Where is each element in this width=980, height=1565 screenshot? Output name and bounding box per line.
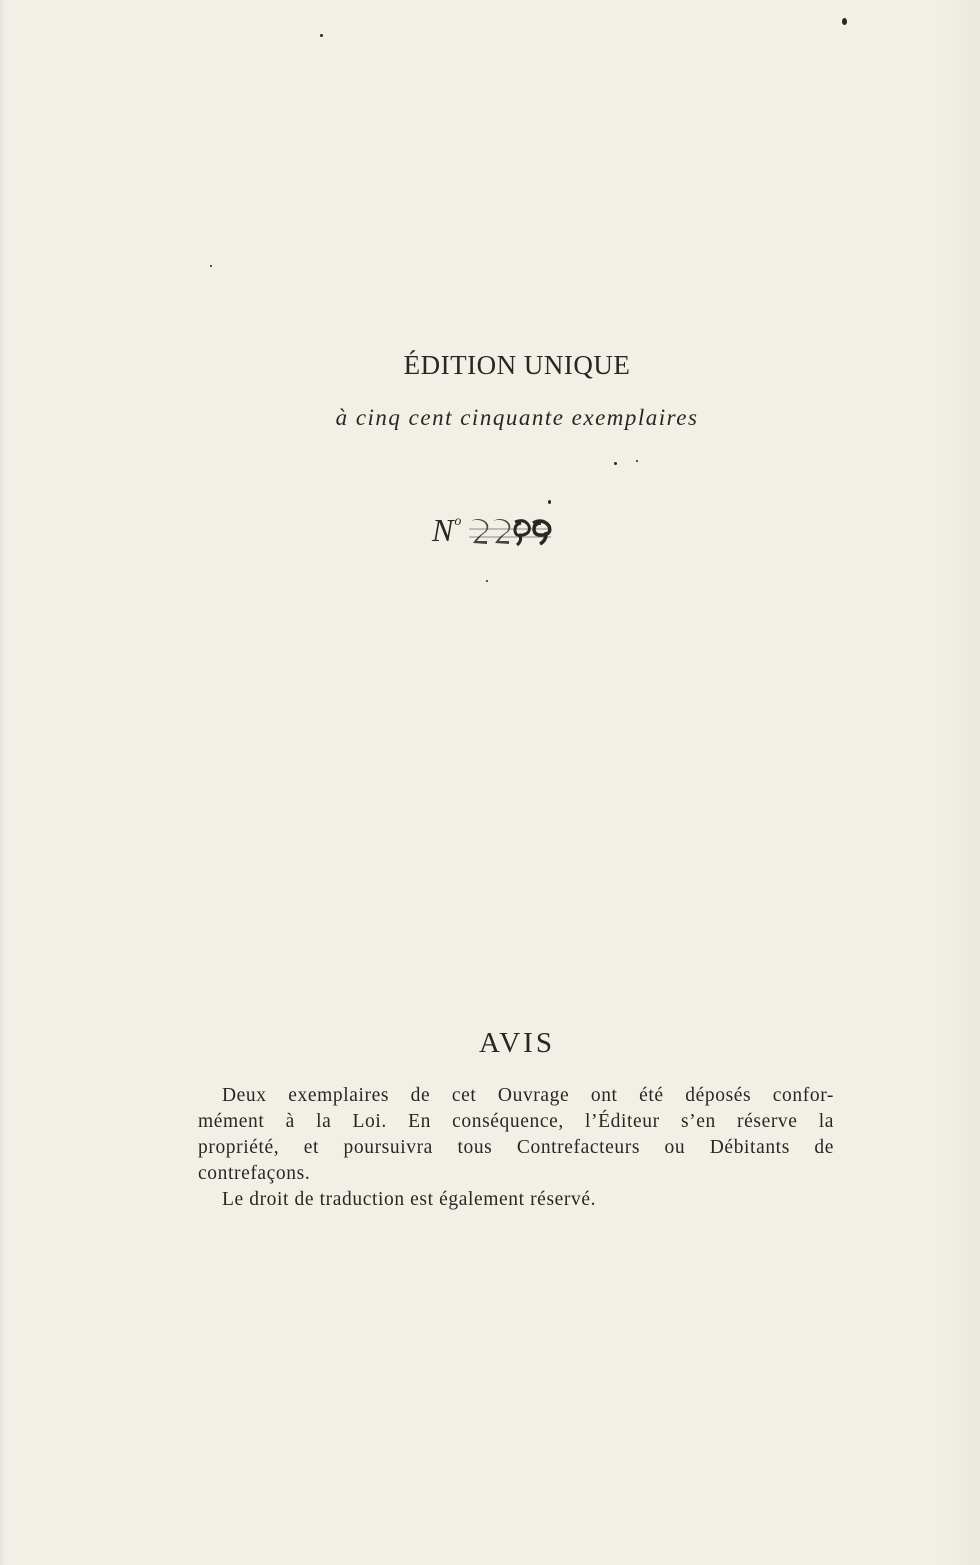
ink-speck [320,34,323,37]
ink-speck [636,460,638,462]
notice-paragraph [198,1187,834,1213]
edition-subtitle: à cinq cent cinquante exemplaires [335,405,699,430]
notice-line: Le droit de traduction est également réservé. [222,1189,597,1210]
ink-speck [842,18,847,25]
ink-speck [486,580,488,582]
notice-line: Deux exemplaires de cet Ouvrage ont été déposés confor- [222,1085,834,1106]
ink-speck [548,500,551,504]
number-superscript: o [454,514,462,529]
notice-line: contrefaçons. [198,1163,311,1184]
copy-number [432,512,553,556]
notice-title: AVIS [479,1027,555,1059]
notice-line: mément à la Loi. En conséquence, l’Éditeur s’en réserve la [198,1111,834,1132]
notice-paragraph [198,1083,834,1187]
stamped-number-icon [467,518,553,546]
number-prefix: N [432,512,454,548]
edition-title: ÉDITION UNIQUE [403,350,631,380]
ink-speck [614,462,617,465]
notice-body [198,1083,834,1213]
notice-line: propriété, et poursuivra tous Contrefacteurs ou Débitants de [198,1137,834,1158]
ink-speck [210,265,212,267]
